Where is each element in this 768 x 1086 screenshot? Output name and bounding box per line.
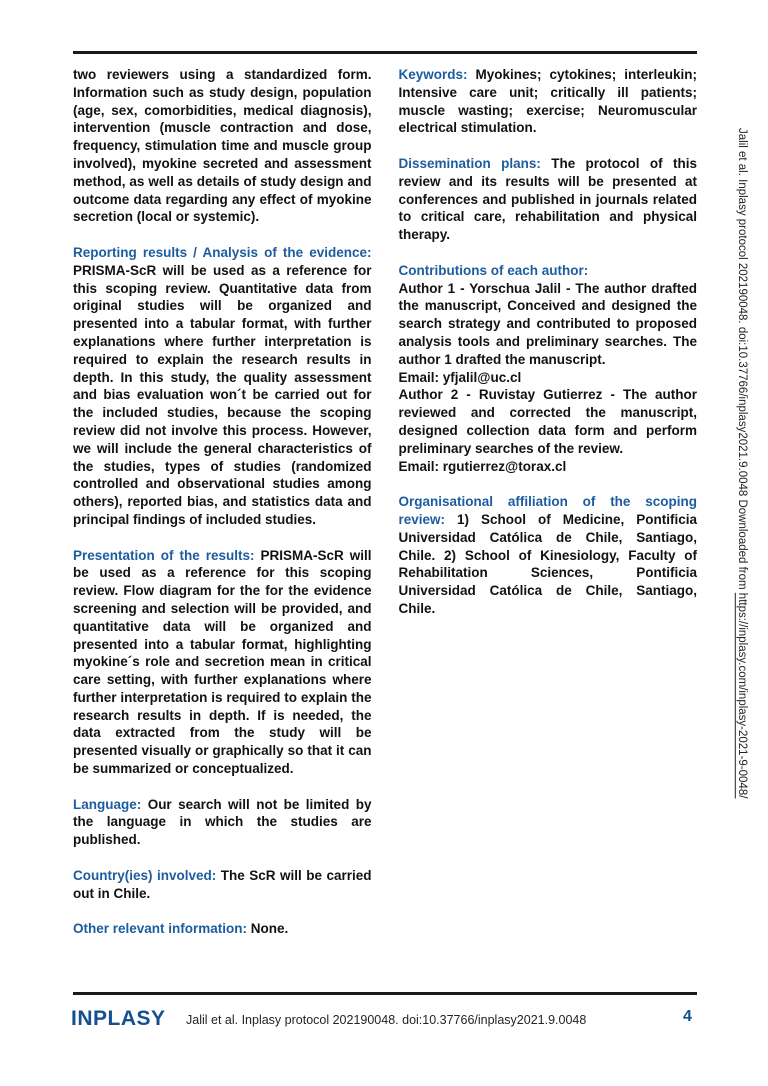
section-keywords [399,66,698,137]
section-label-dissemination-plans: Dissemination plans: [398,155,541,171]
right-column [399,66,698,938]
vertical-citation-text: Jalil et al. Inplasy protocol 202190048. doi:10.37766/inplasy2021.9.0048 Downloaded from [736,128,748,593]
section-label-reporting-results: Reporting results / Analysis of the evidence: [73,244,372,260]
section-text-keywords: Myokines; cytokines; interleukin; Intensive care unit; critically ill patients; muscle wasting; exercise; Neuromuscular electrical stimulation. [398,67,697,136]
section-label-keywords: Keywords: [398,67,468,82]
author-1-email: Email: yfjalil@uc.cl [398,369,522,385]
section-presentation-of-results [73,547,372,778]
footer-divider [73,992,697,995]
left-column [73,66,372,938]
section-text-countries-involved: The ScR will be carried out in Chile. [73,867,372,901]
section-countries-involved [73,867,372,903]
section-text-organisational-affiliation: 1) School of Medicine, Pontificia Universidad Católica de Chile, Santiago, Chile. 2) School of Kinesiology, Faculty of Rehabilitation Sciences, Pontificia Universidad Católica de Chile, Santiago, Chile. [398,511,697,616]
top-divider [73,51,697,54]
section-text-dissemination-plans: The protocol of this review and its results will be presented at conferences and published in journals related to critical care, rehabilitation and physical therapy. [398,155,697,243]
section-author-contributions [399,262,698,476]
vertical-margin-citation [735,128,749,1058]
author-2-contribution: Author 2 - Ruvistay Gutierrez - The author reviewed and corrected the manuscript, designed collection data form and perform preliminary searches of the review. [398,387,697,456]
section-text-language: Our search will not be limited by the language in which the studies are published. [73,796,372,848]
vertical-citation-link[interactable]: https://inplasy.com/inplasy-2021-9-0048/ [736,592,748,799]
section-label-author-contributions: Contributions of each author: [398,262,589,278]
section-label-language: Language: [73,796,142,812]
author-1-contribution: Author 1 - Yorschua Jalil - The author drafted the manuscript, Conceived and designed the search strategy and contributed to proposed analysis tools and preliminary searches. The author 1 drafted the manuscript. [398,280,697,367]
section-label-presentation-of-results: Presentation of the results: [73,547,255,563]
section-language [73,796,372,849]
author-2-email: Email: rgutierrez@torax.cl [398,458,567,474]
inplasy-logo: INPLASY [71,1007,166,1030]
document-body [73,66,697,938]
section-text-other-relevant-information: None. [250,921,289,937]
footer-citation: Jalil et al. Inplasy protocol 202190048. doi:10.37766/inplasy2021.9.0048 [186,1013,587,1027]
section-label-other-relevant-information: Other relevant information: [73,921,248,937]
section-organisational-affiliation [399,493,698,618]
paragraph-data-extraction-continuation: two reviewers using a standardized form. Information such as study design, population (age, sex, comorbidities, medical diagnosis), intervention (muscle contraction and dose, frequency, stimulation time and muscle group involved), myokine secreted and assessment method, as well as details of study design and outcome data regarding any effect of myokine secretion (local or systemic). [73,67,372,225]
section-dissemination-plans [399,155,698,244]
section-label-countries-involved: Country(ies) involved: [73,867,217,883]
section-other-relevant-information [73,920,372,938]
section-label-organisational-affiliation: Organisational affiliation of the scoping review: [398,494,697,527]
section-text-reporting-results: PRISMA-ScR will be used as a reference for this scoping review. Quantitative data from original studies will be organized and presented into a tabular format, with further explanations where further interpretation is required to explain the research results in depth. In this study, the quality assessment and bias evaluation won´t be carried out for the included studies, because the scoping review did not involve this process. However, we will include the general characteristics of the studies, types of studies (randomized controlled and observational studies among others), reported bias, and statistics data and principal findings of included studies. [73,262,372,527]
page-number: 4 [683,1008,692,1025]
section-text-presentation-of-results: PRISMA-ScR will be used as a reference for this scoping review. Flow diagram for the for the evidence screening and selection will be provided, and quantitative data will be organized and presented into a tabular format, highlighting myokine´s role and secretion mean in critical care setting, with further explanations where further interpretation is required to explain the research results in depth. If is needed, the data extracted from the study will be presented visually or graphically so that it can be summarized or conceptualized. [73,547,372,777]
section-reporting-results [73,244,372,529]
